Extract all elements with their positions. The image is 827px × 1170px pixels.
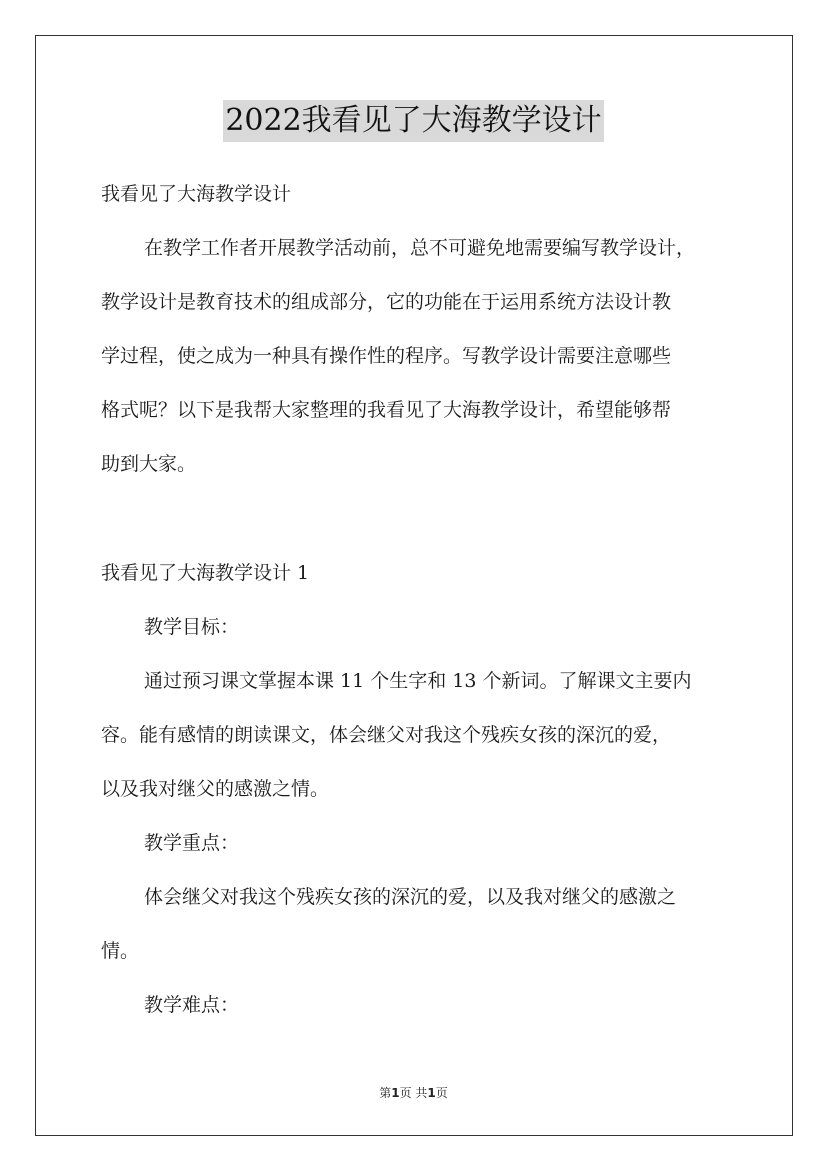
footer-page-total: 1 xyxy=(427,1086,436,1100)
intro-line-5: 助到大家。 xyxy=(101,453,197,475)
objective-line-2: 容。能有感情的朗读课文，体会继父对我这个残疾女孩的深沉的爱， xyxy=(101,724,672,746)
footer-page-suffix: 页 xyxy=(435,1086,448,1100)
key-point-line-2: 情。 xyxy=(101,940,140,962)
difficulty-label: 教学难点： xyxy=(144,994,240,1016)
page-footer xyxy=(0,1084,827,1101)
section-heading: 我看见了大海教学设计 1 xyxy=(101,562,310,584)
footer-page-prefix: 第 xyxy=(379,1086,392,1100)
intro-line-2: 教学设计是教育技术的组成部分，它的功能在于运用系统方法设计教 xyxy=(101,291,672,313)
key-point-label: 教学重点： xyxy=(144,832,240,854)
intro-line-4: 格式呢？以下是我帮大家整理的我看见了大海教学设计，希望能够帮 xyxy=(101,399,672,421)
intro-line-3: 学过程，使之成为一种具有操作性的程序。写教学设计需要注意哪些 xyxy=(101,345,672,367)
key-point-line-1: 体会继父对我这个残疾女孩的深沉的爱，以及我对继父的感激之 xyxy=(144,886,677,908)
document-title: 2022我看见了大海教学设计 xyxy=(223,100,603,142)
objective-line-3: 以及我对继父的感激之情。 xyxy=(101,778,330,800)
objective-label: 教学目标： xyxy=(144,616,240,638)
footer-page-mid: 页 共 xyxy=(399,1086,428,1100)
objective-line-1: 通过预习课文掌握本课 11 个生字和 13 个新词。了解课文主要内 xyxy=(144,670,692,692)
title-container xyxy=(0,100,827,142)
footer-page-current: 1 xyxy=(391,1086,400,1100)
intro-line-1: 在教学工作者开展教学活动前，总不可避免地需要编写教学设计， xyxy=(144,237,696,259)
document-subtitle: 我看见了大海教学设计 xyxy=(101,183,292,205)
